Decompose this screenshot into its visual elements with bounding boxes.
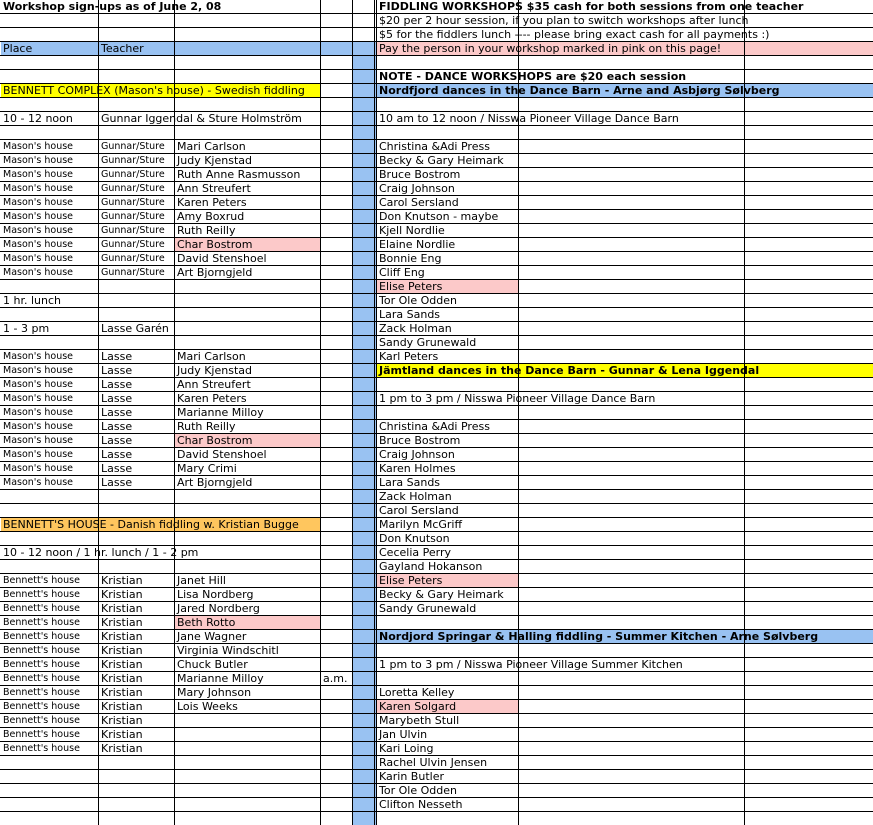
sheet-cell[interactable]: Mason's house <box>3 407 74 418</box>
sheet-cell[interactable]: Jane Wagner <box>177 630 247 643</box>
sheet-cell[interactable]: 1 - 3 pm <box>3 322 50 335</box>
sheet-cell[interactable]: BENNETT'S HOUSE - Danish fiddling w. Kristian Bugge <box>3 518 299 531</box>
sheet-cell[interactable]: Don Knutson - maybe <box>379 210 499 223</box>
sheet-cell[interactable]: Art Bjorngjeld <box>177 476 253 489</box>
sheet-cell[interactable]: Cecelia Perry <box>379 546 451 559</box>
sheet-cell[interactable]: $20 per 2 hour session, if you plan to switch workshops after lunch <box>379 14 749 27</box>
sheet-cell[interactable]: 10 - 12 noon <box>3 112 73 125</box>
sheet-cell[interactable]: $5 for the fiddlers lunch ---- please bring exact cash for all payments :) <box>379 28 770 41</box>
sheet-cell[interactable]: Mason's house <box>3 155 74 166</box>
sheet-cell[interactable]: Kristian <box>101 616 143 629</box>
sheet-cell[interactable]: Lasse <box>101 420 133 433</box>
sheet-cell[interactable]: Zack Holman <box>379 322 452 335</box>
sheet-cell[interactable]: Mason's house <box>3 393 74 404</box>
sheet-cell[interactable]: Mason's house <box>3 239 74 250</box>
sheet-cell[interactable]: Mason's house <box>3 477 74 488</box>
sheet-cell[interactable]: Kristian <box>101 644 143 657</box>
sheet-cell[interactable]: Bennett's house <box>3 603 80 614</box>
sheet-cell[interactable]: Kristian <box>101 602 143 615</box>
sheet-cell[interactable]: Mason's house <box>3 351 74 362</box>
sheet-cell[interactable]: Nordjord Springar & Halling fiddling - Summer Kitchen - Arne Sølvberg <box>379 630 819 643</box>
sheet-cell[interactable]: Marilyn McGriff <box>379 518 463 531</box>
sheet-cell[interactable]: Loretta Kelley <box>379 686 455 699</box>
sheet-cell[interactable]: Lara Sands <box>379 308 441 321</box>
sheet-cell[interactable]: Gunnar/Sture <box>101 253 165 264</box>
sheet-cell[interactable]: Gunnar Iggendal & Sture Holmström <box>101 112 302 125</box>
sheet-cell[interactable]: Marybeth Stull <box>379 714 460 727</box>
sheet-cell[interactable]: FIDDLING WORKSHOPS $35 cash for both sessions from one teacher <box>379 0 804 13</box>
sheet-cell[interactable]: Char Bostrom <box>177 238 253 251</box>
sheet-cell[interactable]: Kristian <box>101 686 143 699</box>
sheet-cell[interactable]: Beth Rotto <box>177 616 236 629</box>
sheet-cell[interactable]: Lasse <box>101 392 133 405</box>
sheet-cell[interactable]: Bruce Bostrom <box>379 434 461 447</box>
sheet-cell[interactable]: Gunnar/Sture <box>101 267 165 278</box>
sheet-cell[interactable]: Kristian <box>101 588 143 601</box>
sheet-cell[interactable]: Craig Johnson <box>379 448 455 461</box>
sheet-cell[interactable]: BENNETT COMPLEX (Mason's house) - Swedish fiddling <box>3 84 305 97</box>
sheet-cell[interactable]: Art Bjorngjeld <box>177 266 253 279</box>
sheet-cell[interactable]: Mari Carlson <box>177 350 246 363</box>
sheet-cell[interactable]: Karen Peters <box>177 196 247 209</box>
sheet-cell[interactable]: Clifton Nesseth <box>379 798 463 811</box>
sheet-cell[interactable]: Mason's house <box>3 365 74 376</box>
sheet-cell[interactable]: Lois Weeks <box>177 700 238 713</box>
sheet-cell[interactable]: Kristian <box>101 672 143 685</box>
sheet-cell[interactable]: Mason's house <box>3 379 74 390</box>
sheet-cell[interactable]: Gunnar/Sture <box>101 225 165 236</box>
sheet-cell[interactable]: Don Knutson <box>379 532 450 545</box>
sheet-cell[interactable]: Lasse <box>101 434 133 447</box>
row-gridline <box>0 125 873 126</box>
sheet-cell[interactable]: Zack Holman <box>379 490 452 503</box>
sheet-cell[interactable]: Elise Peters <box>379 574 443 587</box>
sheet-cell[interactable]: Mary Crimi <box>177 462 237 475</box>
sheet-cell[interactable]: Bennett's house <box>3 715 80 726</box>
sheet-cell[interactable]: Place <box>3 42 33 55</box>
sheet-cell[interactable]: Ann Streufert <box>177 378 251 391</box>
sheet-cell[interactable]: Tor Ole Odden <box>379 294 457 307</box>
sheet-cell[interactable]: Bennett's house <box>3 743 80 754</box>
sheet-cell[interactable]: Bennett's house <box>3 659 80 670</box>
sheet-cell[interactable]: Becky & Gary Heimark <box>379 154 504 167</box>
sheet-cell[interactable]: Kristian <box>101 658 143 671</box>
sheet-cell[interactable]: Rachel Ulvin Jensen <box>379 756 488 769</box>
sheet-cell[interactable]: Mason's house <box>3 449 74 460</box>
sheet-cell[interactable]: Jämtland dances in the Dance Barn - Gunnar & Lena Iggendal <box>379 364 760 377</box>
sheet-cell[interactable]: Mason's house <box>3 141 74 152</box>
sheet-cell[interactable]: Nordfjord dances in the Dance Barn - Arne and Asbjørg Sølvberg <box>379 84 780 97</box>
sheet-cell[interactable]: Lara Sands <box>379 476 441 489</box>
sheet-cell[interactable]: Mason's house <box>3 183 74 194</box>
sheet-cell[interactable]: Kristian <box>101 574 143 587</box>
sheet-cell[interactable]: Pay the person in your workshop marked in pink on this page! <box>379 42 722 55</box>
sheet-cell[interactable]: Gunnar/Sture <box>101 141 165 152</box>
sheet-cell[interactable]: Bruce Bostrom <box>379 168 461 181</box>
sheet-cell[interactable]: Gunnar/Sture <box>101 211 165 222</box>
sheet-cell[interactable]: Jan Ulvin <box>379 728 428 741</box>
sheet-cell[interactable]: Ruth Anne Rasmusson <box>177 168 301 181</box>
sheet-cell[interactable]: Bennett's house <box>3 701 80 712</box>
sheet-cell[interactable]: Mason's house <box>3 211 74 222</box>
sheet-cell[interactable]: Kari Loing <box>379 742 434 755</box>
sheet-cell[interactable]: Bonnie Eng <box>379 252 442 265</box>
column-gridline <box>374 0 375 825</box>
sheet-cell[interactable]: Judy Kjenstad <box>177 364 252 377</box>
sheet-cell[interactable]: Bennett's house <box>3 645 80 656</box>
sheet-cell[interactable]: Lasse Garén <box>101 322 169 335</box>
sheet-cell[interactable]: Char Bostrom <box>177 434 253 447</box>
sheet-cell[interactable]: 1 hr. lunch <box>3 294 61 307</box>
sheet-cell[interactable]: Bennett's house <box>3 729 80 740</box>
sheet-cell[interactable]: Cliff Eng <box>379 266 425 279</box>
sheet-cell[interactable]: Gunnar/Sture <box>101 183 165 194</box>
sheet-cell[interactable]: Ann Streufert <box>177 182 251 195</box>
sheet-cell[interactable]: Kristian <box>101 700 143 713</box>
sheet-cell[interactable]: Karin Butler <box>379 770 444 783</box>
row-gridline <box>0 811 873 812</box>
sheet-cell[interactable]: Mason's house <box>3 253 74 264</box>
sheet-cell[interactable]: Christina &Adi Press <box>379 140 490 153</box>
row-gridline <box>0 55 873 56</box>
sheet-cell[interactable]: Marianne Milloy <box>177 672 264 685</box>
sheet-cell[interactable]: Tor Ole Odden <box>379 784 457 797</box>
sheet-cell[interactable]: Lasse <box>101 462 133 475</box>
sheet-cell[interactable]: Janet Hill <box>177 574 226 587</box>
sheet-cell[interactable]: Karl Peters <box>379 350 439 363</box>
sheet-cell[interactable]: Ruth Reilly <box>177 224 236 237</box>
sheet-cell[interactable]: Chuck Butler <box>177 658 248 671</box>
column-gridline <box>320 0 321 825</box>
sheet-cell[interactable]: Bennett's house <box>3 687 80 698</box>
sheet-cell[interactable]: Amy Boxrud <box>177 210 245 223</box>
sheet-cell[interactable]: Kristian <box>101 630 143 643</box>
sheet-cell[interactable]: 10 - 12 noon / 1 hr. lunch / 1 - 2 pm <box>3 546 199 559</box>
sheet-cell[interactable]: Mari Carlson <box>177 140 246 153</box>
sheet-cell[interactable]: Mason's house <box>3 197 74 208</box>
sheet-cell[interactable]: Bennett's house <box>3 617 80 628</box>
sheet-cell[interactable]: Workshop sign-ups as of June 2, 08 <box>3 0 222 13</box>
sheet-cell[interactable]: Lisa Nordberg <box>177 588 254 601</box>
sheet-cell[interactable]: Craig Johnson <box>379 182 455 195</box>
sheet-cell[interactable]: Sandy Grunewald <box>379 336 477 349</box>
sheet-cell[interactable]: David Stenshoel <box>177 448 267 461</box>
sheet-cell[interactable] <box>321 42 352 55</box>
sheet-cell[interactable]: 1 pm to 3 pm / Nisswa Pioneer Village Summer Kitchen <box>379 658 683 671</box>
sheet-cell[interactable]: Marianne Milloy <box>177 406 264 419</box>
sheet-cell[interactable]: Kjell Nordlie <box>379 224 445 237</box>
sheet-cell[interactable]: Karen Solgard <box>379 700 457 713</box>
sheet-cell[interactable]: NOTE - DANCE WORKSHOPS are $20 each session <box>379 70 687 83</box>
sheet-cell[interactable]: Mason's house <box>3 267 74 278</box>
sheet-cell[interactable]: Gayland Hokanson <box>379 560 483 573</box>
sheet-cell[interactable]: 1 pm to 3 pm / Nisswa Pioneer Village Dance Barn <box>379 392 656 405</box>
sheet-cell[interactable]: Karen Peters <box>177 392 247 405</box>
sheet-cell[interactable] <box>175 42 320 55</box>
sheet-cell[interactable]: Kristian <box>101 728 143 741</box>
sheet-cell[interactable]: Mason's house <box>3 463 74 474</box>
sheet-cell[interactable]: Mary Johnson <box>177 686 252 699</box>
sheet-cell[interactable]: Mason's house <box>3 435 74 446</box>
column-gridline <box>352 0 353 825</box>
sheet-cell[interactable]: Virginia Windschitl <box>177 644 279 657</box>
sheet-cell[interactable]: Sandy Grunewald <box>379 602 477 615</box>
sheet-cell[interactable]: Lasse <box>101 364 133 377</box>
sheet-cell[interactable]: Carol Sersland <box>379 196 459 209</box>
sheet-cell[interactable]: Kristian <box>101 714 143 727</box>
sheet-cell[interactable]: Carol Sersland <box>379 504 459 517</box>
row-gridline <box>0 97 873 98</box>
sheet-cell[interactable]: Gunnar/Sture <box>101 239 165 250</box>
sheet-cell[interactable]: Jared Nordberg <box>177 602 260 615</box>
sheet-cell[interactable]: Judy Kjenstad <box>177 154 252 167</box>
sheet-cell[interactable]: Gunnar/Sture <box>101 155 165 166</box>
sheet-cell[interactable]: Christina &Adi Press <box>379 420 490 433</box>
sheet-cell[interactable]: Lasse <box>101 378 133 391</box>
sheet-cell[interactable]: Becky & Gary Heimark <box>379 588 504 601</box>
sheet-cell[interactable]: Ruth Reilly <box>177 420 236 433</box>
sheet-cell[interactable]: Mason's house <box>3 169 74 180</box>
sheet-cell[interactable]: Lasse <box>101 406 133 419</box>
sheet-cell[interactable]: Lasse <box>101 476 133 489</box>
sheet-cell[interactable]: Bennett's house <box>3 673 80 684</box>
sheet-cell[interactable]: Teacher <box>101 42 144 55</box>
sheet-cell[interactable]: Gunnar/Sture <box>101 197 165 208</box>
sheet-cell[interactable]: Bennett's house <box>3 589 80 600</box>
sheet-cell[interactable]: Gunnar/Sture <box>101 169 165 180</box>
sheet-cell[interactable]: a.m. <box>323 672 348 685</box>
sheet-cell[interactable]: Lasse <box>101 350 133 363</box>
sheet-cell[interactable]: Kristian <box>101 742 143 755</box>
sheet-cell[interactable]: Bennett's house <box>3 575 80 586</box>
sheet-cell[interactable]: Karen Holmes <box>379 462 456 475</box>
sheet-cell[interactable]: Lasse <box>101 448 133 461</box>
sheet-cell[interactable]: Elaine Nordlie <box>379 238 456 251</box>
sheet-cell[interactable]: Mason's house <box>3 421 74 432</box>
sheet-cell[interactable]: Bennett's house <box>3 631 80 642</box>
sheet-cell[interactable]: 10 am to 12 noon / Nisswa Pioneer Village Dance Barn <box>379 112 679 125</box>
sheet-cell[interactable]: Elise Peters <box>379 280 443 293</box>
sheet-cell[interactable]: David Stenshoel <box>177 252 267 265</box>
sheet-cell[interactable]: Mason's house <box>3 225 74 236</box>
